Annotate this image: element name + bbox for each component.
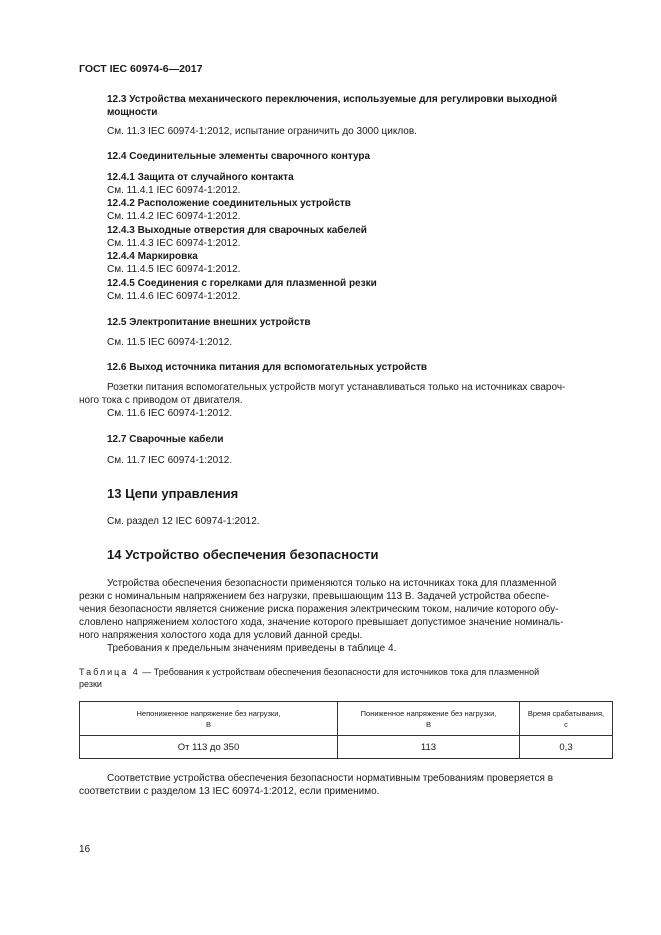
section-12-4-4-title: 12.4.4 Маркировка xyxy=(107,251,198,262)
table-4-caption-label: Таблица 4 xyxy=(79,667,140,677)
section-12-4-1-title: 12.4.1 Защита от случайного контакта xyxy=(107,172,294,183)
section-12-4-3-title: 12.4.3 Выходные отверстия для сварочных кабелей xyxy=(107,225,367,236)
section-12-6-text-line1: Розетки питания вспомогательных устройств могут устанавливаться только на источниках свароч- xyxy=(107,382,566,393)
section-12-3-title-line2: мощности xyxy=(107,107,158,118)
table-cell: От 113 до 350 xyxy=(80,736,338,759)
section-12-7-title: 12.7 Сварочные кабели xyxy=(107,434,224,445)
section-12-4-2-title: 12.4.2 Расположение соединительных устройств xyxy=(107,198,351,209)
table-cell: 113 xyxy=(338,736,520,759)
section-14-para-line5: ного напряжения холостого хода для условий данной среды. xyxy=(79,630,363,641)
section-12-5-text: См. 11.5 IEC 60974-1:2012. xyxy=(107,337,233,348)
section-14-title: 14 Устройство обеспечения безопасности xyxy=(107,547,379,562)
section-12-5-title: 12.5 Электропитание внешних устройств xyxy=(107,317,311,328)
section-14-para-line4: словлено напряжением холостого хода, значение которого превышает допустимое значение номиналь- xyxy=(79,617,564,628)
section-12-4-title: 12.4 Соединительные элементы сварочного контура xyxy=(107,151,371,162)
section-13-text: См. раздел 12 IEC 60974-1:2012. xyxy=(107,516,260,527)
table-header-cell: Непониженное напряжение без нагрузки, В xyxy=(80,702,338,736)
section-12-4-4-text: См. 11.4.5 IEC 60974-1:2012. xyxy=(107,264,241,275)
section-12-3-text: См. 11.3 IEC 60974-1:2012, испытание ограничить до 3000 циклов. xyxy=(107,126,417,137)
section-12-4-5-text: См. 11.4.6 IEC 60974-1:2012. xyxy=(107,291,241,302)
conclusion-line1: Соответствие устройства обеспечения безопасности нормативным требованиям проверяется в xyxy=(107,773,554,784)
table-4-caption-line2: резки xyxy=(79,679,102,689)
section-12-3-title-line1: 12.3 Устройства механического переключения, используемые для регулировки выходной xyxy=(107,94,558,105)
section-12-6-title: 12.6 Выход источника питания для вспомогательных устройств xyxy=(107,362,428,373)
section-12-6-text-line2: ного тока с приводом от двигателя. xyxy=(79,395,243,406)
table-header-cell: Время срабатывания, с xyxy=(520,702,613,736)
table-4-caption-text: — Требования к устройствам обеспечения безопасности для источников тока для плазменной xyxy=(139,667,540,677)
section-14-para-line2: резки с номинальным напряжением без нагрузки, превышающим 113 В. Задачей устройства обеспе- xyxy=(79,591,550,602)
section-12-4-2-text: См. 11.4.2 IEC 60974-1:2012. xyxy=(107,211,241,222)
section-14-para2: Требования к предельным значениям приведены в таблице 4. xyxy=(107,643,397,654)
section-14-para-line3: чения безопасности является снижение риска поражения электрическим током, наличие которого обу- xyxy=(79,604,559,615)
table-4-caption xyxy=(79,667,539,678)
table-4 xyxy=(79,701,613,759)
table-cell: 0,3 xyxy=(520,736,613,759)
section-13-title: 13 Цепи управления xyxy=(107,486,239,501)
table-header-cell: Пониженное напряжение без нагрузки, В xyxy=(338,702,520,736)
table-row xyxy=(80,736,613,759)
section-12-4-3-text: См. 11.4.3 IEC 60974-1:2012. xyxy=(107,238,241,249)
document-header: ГОСТ IEC 60974-6—2017 xyxy=(79,63,203,75)
section-12-4-5-title: 12.4.5 Соединения с горелками для плазменной резки xyxy=(107,278,377,289)
section-12-7-text: См. 11.7 IEC 60974-1:2012. xyxy=(107,455,233,466)
section-12-6-text-line3: См. 11.6 IEC 60974-1:2012. xyxy=(107,408,233,419)
conclusion-line2: соответствии с разделом 13 IEC 60974-1:2012, если применимо. xyxy=(79,786,380,797)
section-12-4-1-text: См. 11.4.1 IEC 60974-1:2012. xyxy=(107,185,241,196)
table-header-row xyxy=(80,702,613,736)
section-14-para-line1: Устройства обеспечения безопасности применяются только на источниках тока для плазменной xyxy=(107,578,557,589)
page-number: 16 xyxy=(79,844,91,855)
